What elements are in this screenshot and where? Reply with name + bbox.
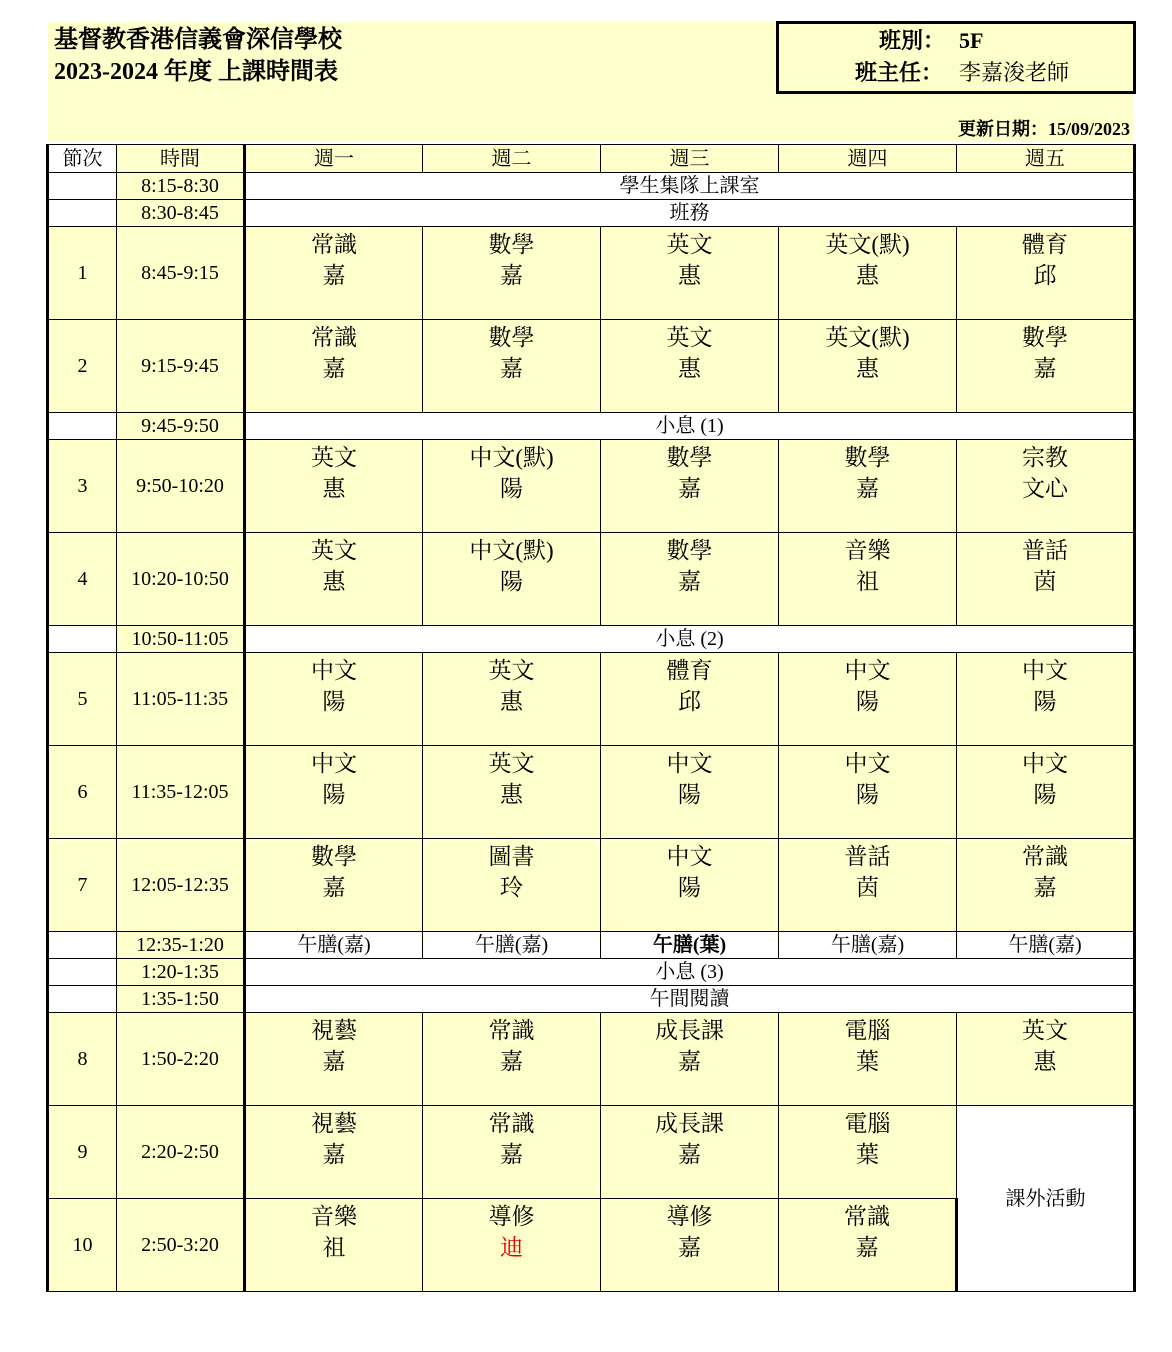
header-time: 時間	[117, 145, 245, 173]
subject-label: 常識	[488, 1018, 535, 1043]
teacher-label: 嘉	[322, 1049, 346, 1074]
lesson-content	[779, 1013, 956, 1105]
header-day: 週五	[957, 145, 1135, 173]
lesson-cell	[601, 1013, 779, 1106]
time-cell: 8:45-9:15	[117, 227, 245, 320]
lesson-content	[423, 227, 600, 319]
subject-label: 英文	[311, 445, 357, 470]
subject-label: 中文	[1022, 751, 1068, 776]
lesson-cell	[779, 839, 957, 932]
header-row	[48, 145, 1135, 173]
lesson-cell	[245, 227, 423, 320]
teacher-label: 惠	[322, 476, 346, 501]
lesson-content	[423, 1106, 600, 1198]
header-day: 週二	[423, 145, 601, 173]
lesson-cell	[957, 746, 1135, 839]
subject-label: 英文	[311, 538, 357, 563]
period-number: 7	[48, 839, 117, 932]
time-cell: 2:20-2:50	[117, 1106, 245, 1199]
lesson-content	[601, 746, 778, 838]
subject-label: 中文(默)	[469, 445, 554, 470]
subject-label: 常識	[311, 325, 357, 350]
time-cell: 2:50-3:20	[117, 1199, 245, 1292]
lesson-cell	[957, 320, 1135, 413]
period-number: 8	[48, 1013, 117, 1106]
lesson-content	[957, 839, 1133, 931]
lesson-content	[779, 653, 956, 745]
lesson-cell	[245, 1106, 423, 1199]
header-day: 週三	[601, 145, 779, 173]
period-cell	[48, 932, 117, 959]
teacher-label: 邱	[1033, 263, 1057, 288]
lesson-content	[423, 320, 600, 412]
lesson-cell	[423, 746, 601, 839]
lesson-content	[246, 746, 422, 838]
lesson-cell	[423, 440, 601, 533]
subject-label: 數學	[666, 538, 713, 563]
period-cell	[48, 626, 117, 653]
lesson-content	[601, 653, 778, 745]
teacher-label: 惠	[500, 689, 523, 714]
teacher-label: 嘉	[500, 1049, 523, 1074]
lesson-cell	[601, 746, 779, 839]
teacher-label: 葉	[856, 1049, 879, 1074]
period-cell	[48, 200, 117, 227]
subject-label: 體育	[1022, 232, 1068, 257]
lesson-content	[779, 746, 956, 838]
subject-label: 英文	[666, 232, 713, 257]
subject-label: 普話	[1022, 538, 1068, 563]
lesson-row	[48, 653, 1135, 746]
time-cell: 9:45-9:50	[117, 413, 245, 440]
teacher-label: 陽	[678, 782, 701, 807]
lesson-row	[48, 1106, 1135, 1199]
school-name: 基督教香港信義會深信學校	[54, 27, 342, 53]
time-cell: 12:05-12:35	[117, 839, 245, 932]
lesson-row	[48, 533, 1135, 626]
period-number: 9	[48, 1106, 117, 1199]
teacher-label: 惠	[678, 263, 701, 288]
subject-label: 數學	[666, 445, 713, 470]
update-value: 15/09/2023	[1047, 119, 1130, 139]
period-number: 1	[48, 227, 117, 320]
lesson-row	[48, 320, 1135, 413]
teacher-label: 嘉	[322, 875, 346, 900]
period-number: 2	[48, 320, 117, 413]
period-cell	[48, 173, 117, 200]
teacher-value: 李嘉浚老師	[959, 60, 1070, 85]
break-row	[48, 959, 1135, 986]
lesson-content	[957, 653, 1133, 745]
subject-label: 常識	[844, 1204, 890, 1229]
lesson-cell	[601, 320, 779, 413]
lesson-cell	[957, 440, 1135, 533]
teacher-label: 祖	[856, 569, 879, 594]
break-row	[48, 626, 1135, 653]
period-number: 6	[48, 746, 117, 839]
lesson-row	[48, 1013, 1135, 1106]
subject-label: 視藝	[311, 1111, 357, 1136]
subject-label: 常識	[488, 1111, 535, 1136]
time-cell: 9:15-9:45	[117, 320, 245, 413]
class-label: 班別：	[879, 28, 946, 53]
subject-label: 導修	[666, 1204, 713, 1229]
teacher-label: 陽	[856, 782, 879, 807]
teacher-label: 迪	[500, 1235, 523, 1260]
period-cell	[48, 413, 117, 440]
lesson-cell	[957, 533, 1135, 626]
lunch-row	[48, 932, 1135, 959]
subject-label: 英文	[488, 658, 535, 683]
teacher-label: 陽	[1033, 782, 1057, 807]
subject-label: 常識	[1022, 844, 1068, 869]
lesson-cell	[601, 1106, 779, 1199]
teacher-label: 陽	[322, 782, 346, 807]
lesson-content	[601, 1199, 778, 1291]
teacher-label: 惠	[856, 263, 879, 288]
teacher-label: 邱	[678, 689, 701, 714]
teacher-label: 陽	[322, 689, 346, 714]
lesson-cell	[423, 839, 601, 932]
lesson-cell	[423, 1106, 601, 1199]
teacher-label: 惠	[500, 782, 523, 807]
teacher-label: 嘉	[322, 1142, 346, 1167]
subject-label: 電腦	[844, 1018, 891, 1043]
time-cell: 11:05-11:35	[117, 653, 245, 746]
subject-label: 數學	[311, 844, 357, 869]
subject-label: 中文	[311, 658, 357, 683]
lesson-cell	[423, 320, 601, 413]
period-number: 5	[48, 653, 117, 746]
lesson-cell	[779, 653, 957, 746]
subject-label: 視藝	[311, 1018, 357, 1043]
subject-label: 英文	[666, 325, 713, 350]
teacher-label: 茵	[856, 875, 879, 900]
lesson-content	[423, 440, 600, 532]
subject-label: 英文(默)	[825, 325, 910, 350]
lesson-cell	[779, 320, 957, 413]
lesson-content	[957, 320, 1133, 412]
assembly-cell: 學生集隊上課室	[245, 173, 1135, 200]
subject-label: 數學	[844, 445, 891, 470]
time-cell: 12:35-1:20	[117, 932, 245, 959]
teacher-label: 陽	[856, 689, 879, 714]
period-cell	[48, 986, 117, 1013]
teacher-label: 陽	[1033, 689, 1057, 714]
lesson-content	[779, 839, 956, 931]
lesson-cell	[423, 653, 601, 746]
lesson-content	[246, 1013, 422, 1105]
subject-label: 中文	[666, 751, 713, 776]
time-cell: 9:50-10:20	[117, 440, 245, 533]
lesson-content	[246, 320, 422, 412]
lesson-content	[601, 440, 778, 532]
lunch-cell: 午膳(嘉)	[779, 932, 957, 959]
subject-label: 中文	[844, 658, 891, 683]
lesson-cell	[957, 1013, 1135, 1106]
teacher-label: 嘉	[678, 1049, 701, 1074]
header-period: 節次	[48, 145, 117, 173]
lesson-content	[957, 1013, 1133, 1105]
break-cell: 小息 (3)	[245, 959, 1135, 986]
lesson-cell	[245, 839, 423, 932]
teacher-label: 嘉	[678, 1142, 701, 1167]
lesson-cell	[601, 440, 779, 533]
lesson-content	[423, 1199, 600, 1291]
subject-label: 中文	[311, 751, 357, 776]
time-cell: 8:15-8:30	[117, 173, 245, 200]
lunch-cell: 午膳(嘉)	[957, 932, 1135, 959]
teacher-label: 陽	[678, 875, 701, 900]
lesson-cell	[779, 1106, 957, 1199]
teacher-label: 嘉	[500, 263, 523, 288]
lesson-row	[48, 746, 1135, 839]
subject-label: 電腦	[844, 1111, 891, 1136]
header-day: 週四	[779, 145, 957, 173]
lesson-content	[423, 1013, 600, 1105]
subject-label: 數學	[1022, 325, 1068, 350]
lesson-content	[246, 839, 422, 931]
subject-label: 英文	[1022, 1018, 1068, 1043]
class-value: 5F	[959, 28, 984, 53]
teacher-label: 嘉	[678, 1235, 701, 1260]
teacher-label: 惠	[322, 569, 346, 594]
subject-label: 數學	[488, 325, 535, 350]
class-info-box	[776, 21, 1136, 94]
update-label: 更新日期：	[957, 119, 1048, 139]
period-number: 4	[48, 533, 117, 626]
lesson-content	[601, 1013, 778, 1105]
lesson-content	[246, 227, 422, 319]
lesson-content	[601, 227, 778, 319]
teacher-label: 嘉	[855, 1235, 879, 1260]
lesson-content	[957, 440, 1133, 532]
lesson-cell	[779, 746, 957, 839]
lesson-content	[423, 839, 600, 931]
class-duty-row	[48, 200, 1135, 227]
break-row	[48, 413, 1135, 440]
lesson-row	[48, 839, 1135, 932]
subject-label: 常識	[311, 232, 357, 257]
teacher-label: 嘉	[500, 356, 523, 381]
time-cell: 11:35-12:05	[117, 746, 245, 839]
subject-label: 體育	[666, 658, 713, 683]
lesson-cell	[957, 839, 1135, 932]
lesson-content	[601, 839, 778, 931]
lesson-cell	[779, 533, 957, 626]
lesson-content	[779, 533, 956, 625]
lesson-cell	[601, 533, 779, 626]
lesson-content	[779, 440, 956, 532]
lesson-cell	[245, 653, 423, 746]
teacher-label: 嘉	[1033, 356, 1057, 381]
lesson-content	[246, 1199, 422, 1291]
subject-label: 音樂	[844, 538, 891, 563]
lesson-content	[423, 533, 600, 625]
reading-row	[48, 986, 1135, 1013]
break-cell: 小息 (1)	[245, 413, 1135, 440]
time-cell: 1:35-1:50	[117, 986, 245, 1013]
lesson-cell	[245, 746, 423, 839]
lesson-cell	[245, 1199, 423, 1292]
lesson-cell	[601, 1199, 779, 1292]
lesson-content	[601, 320, 778, 412]
break-cell: 小息 (2)	[245, 626, 1135, 653]
time-cell: 1:20-1:35	[117, 959, 245, 986]
subject-label: 英文	[488, 751, 535, 776]
lesson-content	[246, 440, 422, 532]
subject-label: 音樂	[311, 1204, 357, 1229]
subject-label: 導修	[488, 1204, 535, 1229]
subject-label: 中文	[666, 844, 713, 869]
teacher-label: 嘉	[322, 263, 346, 288]
extracurricular-cell: 課外活動	[957, 1106, 1135, 1292]
subject-label: 數學	[488, 232, 535, 257]
teacher-label: 嘉	[678, 476, 701, 501]
lesson-cell	[423, 533, 601, 626]
lunch-cell: 午膳(嘉)	[245, 932, 423, 959]
teacher-label: 陽	[500, 569, 523, 594]
lesson-cell	[779, 440, 957, 533]
lesson-cell	[779, 1013, 957, 1106]
lesson-cell	[245, 1013, 423, 1106]
lesson-row	[48, 440, 1135, 533]
lunch-cell: 午膳(嘉)	[423, 932, 601, 959]
assembly-row	[48, 173, 1135, 200]
time-cell: 8:30-8:45	[117, 200, 245, 227]
lesson-content	[779, 320, 956, 412]
subject-label: 中文	[844, 751, 891, 776]
lesson-cell	[957, 227, 1135, 320]
lesson-content	[957, 746, 1133, 838]
lesson-cell	[779, 227, 957, 320]
subject-label: 中文(默)	[469, 538, 554, 563]
teacher-label: 惠	[678, 356, 701, 381]
lesson-content	[779, 227, 956, 319]
teacher-label: 祖	[322, 1235, 346, 1260]
subject-label: 宗教	[1022, 445, 1068, 470]
teacher-label: 嘉	[678, 569, 701, 594]
time-cell: 1:50-2:20	[117, 1013, 245, 1106]
teacher-label: 文心	[1022, 476, 1068, 501]
lesson-content	[246, 653, 422, 745]
subject-label: 圖書	[488, 844, 535, 869]
lesson-cell	[423, 1013, 601, 1106]
teacher-label: 嘉	[856, 476, 879, 501]
lesson-cell	[245, 320, 423, 413]
time-cell: 10:20-10:50	[117, 533, 245, 626]
subject-label: 成長課	[655, 1018, 724, 1043]
lesson-cell	[601, 839, 779, 932]
timetable	[46, 144, 1136, 1292]
period-number: 3	[48, 440, 117, 533]
teacher-label: 茵	[1033, 569, 1057, 594]
subject-label: 普話	[844, 844, 891, 869]
lesson-content	[601, 533, 778, 625]
subject-label: 中文	[1022, 658, 1068, 683]
reading-cell: 午間閱讀	[245, 986, 1135, 1013]
lesson-content	[779, 1106, 956, 1198]
lesson-content	[779, 1199, 955, 1291]
lesson-cell	[423, 1199, 601, 1292]
lesson-content	[957, 227, 1133, 319]
lesson-cell	[779, 1199, 957, 1292]
lesson-cell	[245, 440, 423, 533]
header-day: 週一	[245, 145, 423, 173]
lesson-content	[246, 1106, 422, 1198]
lesson-content	[423, 746, 600, 838]
timetable-title: 2023-2024 年度 上課時間表	[54, 59, 338, 85]
update-date	[958, 116, 1130, 142]
teacher-label: 嘉	[500, 1142, 523, 1167]
lesson-cell	[245, 533, 423, 626]
period-number: 10	[48, 1199, 117, 1292]
lesson-content	[423, 653, 600, 745]
teacher-label: 陽	[500, 476, 523, 501]
teacher-label: 嘉	[322, 356, 346, 381]
lesson-row	[48, 227, 1135, 320]
lesson-content	[601, 1106, 778, 1198]
teacher-label: 惠	[856, 356, 879, 381]
lesson-cell	[957, 653, 1135, 746]
lesson-content	[246, 533, 422, 625]
lesson-content	[957, 533, 1133, 625]
lunch-cell: 午膳(葉)	[601, 932, 779, 959]
lesson-cell	[601, 227, 779, 320]
teacher-label: 惠	[1033, 1049, 1057, 1074]
lesson-cell	[423, 227, 601, 320]
time-cell: 10:50-11:05	[117, 626, 245, 653]
teacher-label: 班主任：	[855, 60, 944, 85]
subject-label: 成長課	[655, 1111, 724, 1136]
class-duty-cell: 班務	[245, 200, 1135, 227]
subject-label: 英文(默)	[825, 232, 910, 257]
teacher-label: 葉	[856, 1142, 879, 1167]
period-cell	[48, 959, 117, 986]
teacher-label: 玲	[500, 875, 523, 900]
lesson-cell	[601, 653, 779, 746]
teacher-label: 嘉	[1033, 875, 1057, 900]
